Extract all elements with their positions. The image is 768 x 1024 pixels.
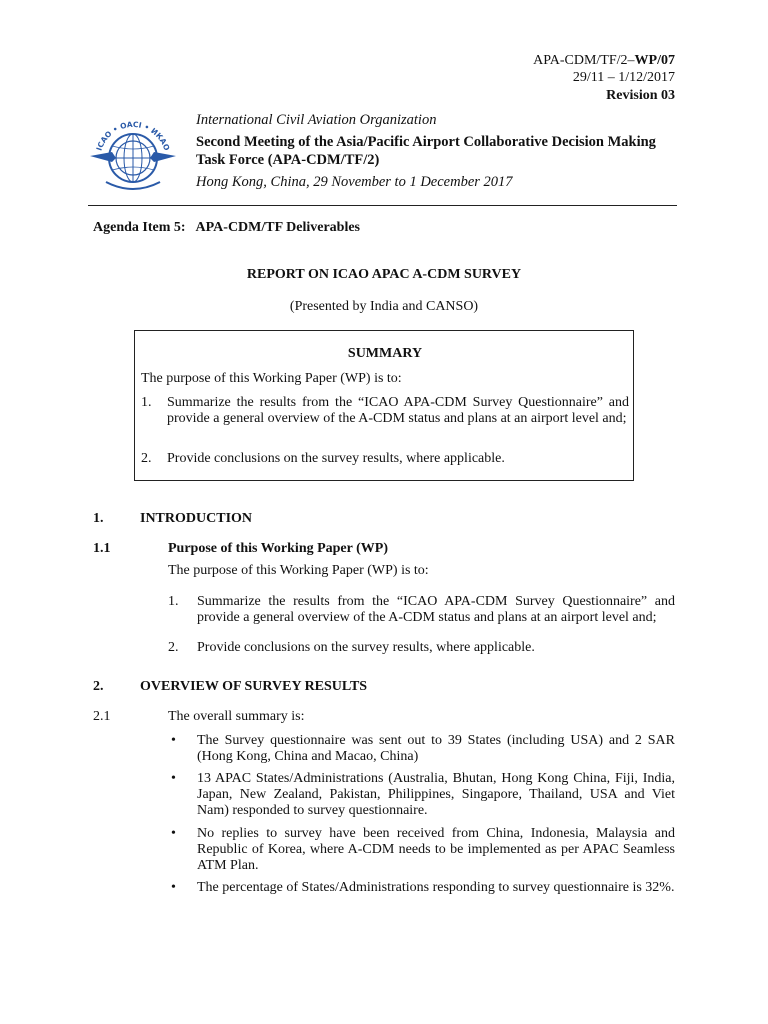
presented-by: (Presented by India and CANSO) (289, 299, 479, 314)
bullet-item: • No replies to survey have been received from China, Indonesia, Malaysia and Republic of Korea, where A-CDM needs to be implemented as per APAC Seamless ATM Plan. (171, 826, 675, 873)
section-1-number: 1. (93, 511, 104, 526)
bullet-item: • The percentage of States/Administrations responding to survey questionnaire is 32%. (171, 880, 675, 895)
organization-name: International Civil Aviation Organization (196, 112, 437, 128)
meeting-dates: 29/11 – 1/12/2017 (572, 70, 675, 85)
summary-item (141, 451, 629, 467)
summary-intro: The purpose of this Working Paper (WP) is to: (141, 371, 402, 386)
section-2-title: OVERVIEW OF SURVEY RESULTS (140, 679, 368, 694)
bullet-item-text: The Survey questionnaire was sent out to 39 States (including USA) and 2 SAR (Hong Kong, China and Macao, China) (197, 733, 675, 764)
summary-item-text: Summarize the results from the “ICAO APA-CDM Survey Questionnaire” and provide a general overview of the A-CDM status and plans at an airport level and; (167, 395, 629, 426)
bullet-item-text: No replies to survey have been received from China, Indonesia, Malaysia and Republic of Korea, where A-CDM needs to be implemented as per APAC Seamless ATM Plan. (197, 826, 675, 873)
summary-item (141, 395, 629, 427)
section-2-1-intro: The overall summary is: (168, 709, 305, 724)
document-reference (533, 52, 675, 70)
section-1-1-intro: The purpose of this Working Paper (WP) is to: (168, 563, 429, 578)
list-item-text: Provide conclusions on the survey results, where applicable. (197, 640, 535, 655)
agenda-value: APA-CDM/TF Deliverables (195, 220, 361, 235)
bullet-item-text: The percentage of States/Administrations responding to survey questionnaire is 32%. (197, 880, 675, 895)
list-item (168, 594, 675, 626)
bullet-item: • 13 APAC States/Administrations (Australia, Bhutan, Hong Kong China, Fiji, India, Japan, New Zealand, Pakistan, Philippines, Singapore, Thailand, USA and Viet Nam) responded to survey questionnaire. (171, 771, 675, 818)
bullet-item-text: 13 APAC States/Administrations (Australia, Bhutan, Hong Kong China, Fiji, India, Japan, New Zealand, Pakistan, Philippines, Singapore, Thailand, USA and Viet Nam) responded to survey questionnaire. (197, 771, 675, 818)
agenda-label: Agenda Item 5: (93, 220, 186, 235)
emblem-lettering: ICAO • OACI • ИКАО (94, 119, 172, 152)
list-item-text: Summarize the results from the “ICAO APA-CDM Survey Questionnaire” and provide a general overview of the A-CDM status and plans at an airport level and; (197, 594, 675, 625)
header-divider (88, 205, 677, 206)
summary-item-number: 2. (141, 451, 152, 466)
summary-item-number: 1. (141, 395, 152, 410)
bullet-item: • The Survey questionnaire was sent out to 39 States (including USA) and 2 SAR (Hong Kong, China and Macao, China) (171, 733, 675, 764)
section-1-1-number: 1.1 (93, 541, 111, 556)
section-2-1-number: 2.1 (93, 709, 111, 724)
meeting-location: Hong Kong, China, 29 November to 1 December 2017 (196, 174, 513, 190)
agenda-item (93, 220, 360, 236)
list-item-number: 2. (168, 640, 179, 655)
document-title: REPORT ON ICAO APAC A-CDM SURVEY (246, 267, 522, 282)
document-reference-prefix: APA-CDM/TF/2– (533, 53, 635, 68)
section-1-1-title: Purpose of this Working Paper (WP) (168, 541, 388, 556)
section-1-title: INTRODUCTION (140, 511, 253, 526)
list-item-number: 1. (168, 594, 179, 609)
icao-emblem-icon (88, 116, 178, 196)
document-reference-wp: WP/07 (634, 53, 675, 68)
summary-item-text: Provide conclusions on the survey results, where applicable. (167, 451, 505, 466)
summary-box (134, 330, 634, 481)
meeting-heading (196, 111, 676, 191)
revision-label: Revision 03 (606, 88, 675, 103)
section-2-number: 2. (93, 679, 104, 694)
summary-heading: SUMMARY (347, 346, 423, 361)
meeting-title: Second Meeting of the Asia/Pacific Airport Collaborative Decision Making Task Force (APA-CDM/TF/2) (196, 134, 656, 168)
list-item (168, 640, 675, 656)
